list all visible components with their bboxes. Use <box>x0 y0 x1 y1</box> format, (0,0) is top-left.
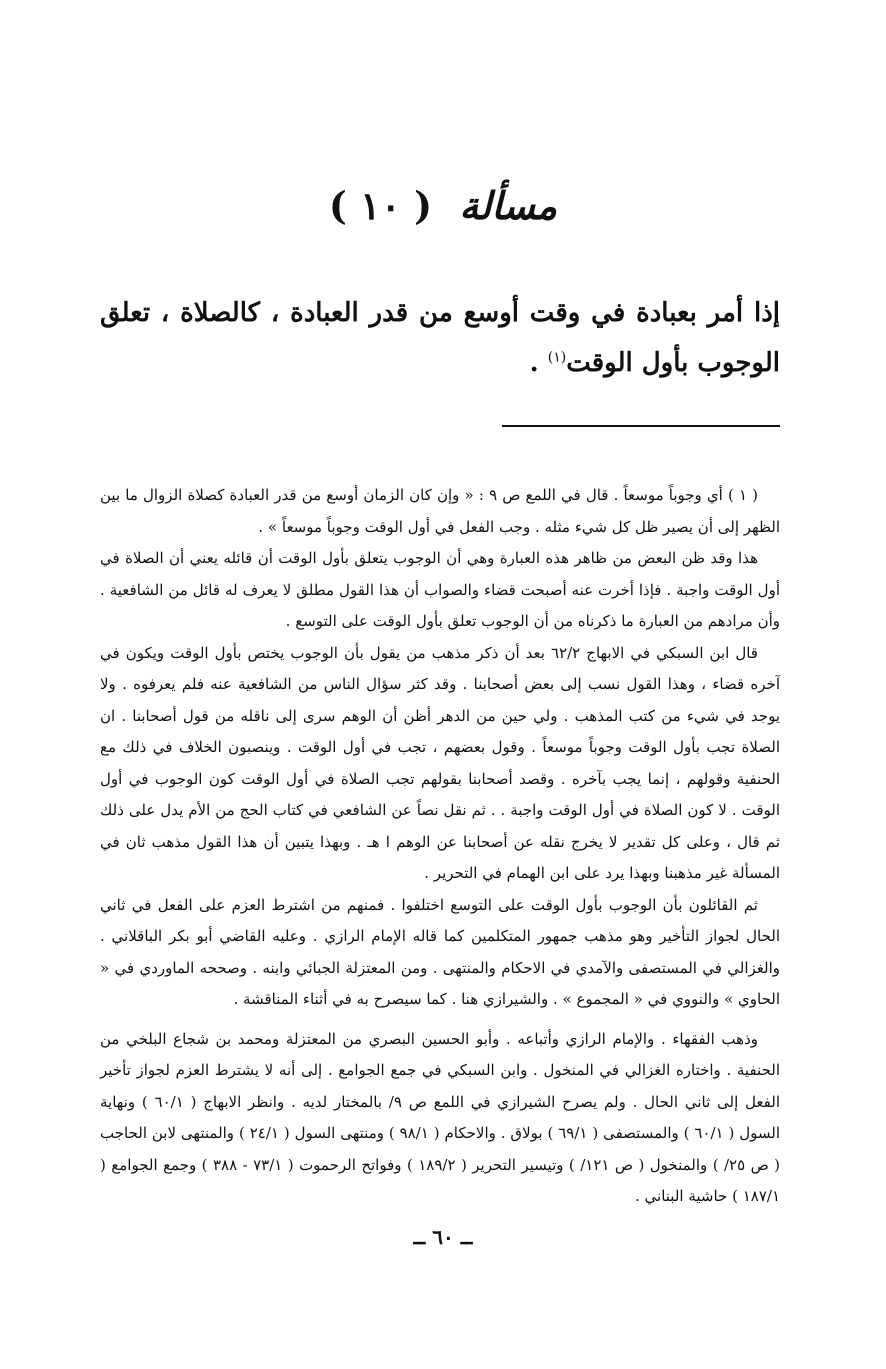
footnote-paragraph: وذهب الفقهاء . والإمام الرازي وأتباعه . وأبو الحسين البصري من المعتزلة ومحمد بن شجاع البلخي من الحنفية . واختاره الغزالي في المنخول . وابن السبكي في جمع الجوامع . إلى أنه لا يشترط العزم لجواز تأخير الفعل إلى ثاني الحال . ولم يصرح الشيرازي في اللمع ص ٩/ بالمختار لديه . وانظر الابهاج ( ٦٠/١ ) ونهاية السول ( ٦٠/١ ) والمستصفى ( ٦٩/١ ) بولاق . والاحكام ( ٩٨/١ ) ومنتهى السول ( ٢٤/١ ) والمنتهى لابن الحاجب ( ص ٢٥/ ) والمنخول ( ص ١٢١/ ) وتيسير التحرير ( ١٨٩/٢ ) وفواتح الرحموت ( ٧٣/١ - ٣٨٨ ) وجمع الجوامع ( ١٨٧/١ ) حاشية البناني . <box>100 1029 781 1205</box>
footnote-reference: (١) <box>547 349 567 366</box>
issue-title-tail: . <box>529 348 548 378</box>
footnotes-block <box>100 480 780 1213</box>
section-heading <box>0 176 886 236</box>
issue-title <box>100 288 780 388</box>
page-number: ــ ٦٠ ــ <box>413 1225 473 1249</box>
footnote-paragraph: قال ابن السبكي في الابهاج ٦٢/٢ بعد أن ذكر مذهب من يقول بأن الوجوب يختص بأول الوقت ويكون في آخره قضاء ، وهذا القول نسب إلى بعض أصحابنا . وقد كثر سؤال الناس من الشافعية عنه فلم يعرفوه . ولا يوجد في شيء من كتب المذهب . ولي حين من الدهر أظن أن الوهم سرى إلى ناقله من قول أصحابنا . ان الصلاة تجب بأول الوقت وجوباً موسعاً . وقول بعضهم ، تجب في أول الوقت . وينصبون الخلاف في ذلك مع الحنفية وقولهم ، إنما يجب بآخره . وقصد أصحابنا بقولهم تجب الصلاة في أول الوقت كون الوجوب في أول الوقت . لا كون الصلاة في أول الوقت واجبة . . ثم نقل نصاً عن الشافعي في كتاب الحج من الأم يدل على ذلك ثم قال ، وعلى كل تقدير لا يخرج نقله عن أصحابنا عن الوهم ا هـ . وبهذا يتبين أن هذا القول مذهب ثان في المسألة غير مذهبنا وبهذا يرد على ابن الهمام في التحرير . <box>100 643 780 882</box>
footnote-paragraph: ثم القائلون بأن الوجوب بأول الوقت على التوسع اختلفوا . فمنهم من اشترط العزم على الفعل في ثاني الحال لجواز التأخير وهو مذهب جمهور المتكلمين كما قاله الإمام الرازي . وعليه القاضي أبو بكر الباقلاني . والغزالي في المستصفى والآمدي في الاحكام والمنتهى . ومن المعتزلة الجبائي وابنه . وصححه الماوردي في « الحاوي » والنووي في « المجموع » . والشيرازي هنا . كما سيصرح به في أثناء المناقشة . <box>100 895 780 1008</box>
footnote-paragraph: هذا وقد ظن البعض من ظاهر هذه العبارة وهي أن الوجوب يتعلق بأول الوقت أن قائله يعني أن الصلاة في أول الوقت واجبة . فإذا أخرت عنه أصبحت قضاء والصواب أن هذا القول مطلق لا يعرف له قائل من الشافعية . وأن مرادهم من العبارة ما ذكرناه من أن الوجوب تعلق بأول الوقت على التوسع . <box>100 549 780 630</box>
section-heading-number: ( ١٠ ) <box>328 183 433 228</box>
section-heading-word: مسألة <box>459 183 558 228</box>
issue-title-text: إذا أمر بعبادة في وقت أوسع من قدر العبادة ، كالصلاة ، تعلق الوجوب بأول الوقت <box>100 298 780 378</box>
footnote-paragraph: ( ١ ) أي وجوباً موسعاً . قال في اللمع ص ٩ : « وإن كان الزمان أوسع من قدر العبادة كصلاة الزوال ما بين الظهر إلى أن يصير ظل كل شيء مثله . وجب الفعل في أول الوقت وجوباً موسعاً » . <box>100 486 780 536</box>
footnote-separator <box>502 425 780 427</box>
